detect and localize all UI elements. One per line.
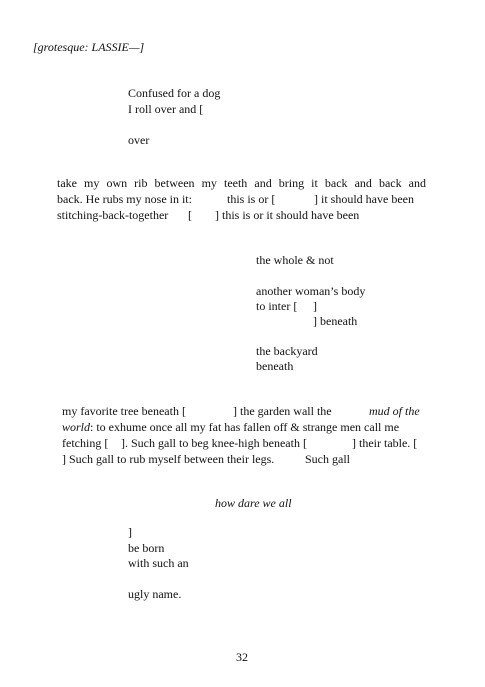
prose-1-line-2a: back. He rubs my nose in it: — [57, 192, 192, 206]
prose-2-line-1c: mud of the — [369, 404, 420, 418]
stanza-2-line-3: to inter [ — [256, 299, 298, 313]
stanza-3-line-3: with such an — [128, 556, 189, 570]
stanza-1-line-1: Confused for a dog — [128, 86, 221, 100]
prose-2-line-1b: ] the garden wall the — [233, 404, 332, 418]
prose-2-line-2-italic: world — [62, 420, 91, 434]
prose-1-line-2b: this is or [ — [227, 192, 276, 206]
stanza-2-line-5: the backyard — [256, 344, 318, 358]
stanza-2-line-1: the whole & not — [256, 253, 334, 267]
stanza-3-line-1: ] — [128, 525, 132, 539]
prose-1-line-3b: [ — [188, 208, 192, 222]
prose-2-line-2-rest: : to exhume once all my fat has fallen off & strange men call me — [90, 420, 400, 434]
page-number: 32 — [236, 650, 248, 664]
prose-1-line-3a: stitching-back-together — [57, 208, 169, 222]
prose-2-line-4a: ] Such gall to rub myself between their legs. — [62, 452, 275, 466]
stanza-2-line-2: another woman’s body — [256, 284, 366, 298]
prose-2-line-2 — [62, 419, 399, 435]
prose-2-line-3a: fetching [ — [62, 436, 109, 450]
prose-1-line-3c: ] this is or it should have been — [215, 208, 360, 222]
stanza-2-line-3-bracket: ] — [313, 299, 317, 313]
stanza-2-line-4: ] beneath — [313, 314, 358, 328]
prose-1-line-1: take my own rib between my teeth and bring it back and back and — [57, 176, 426, 190]
stanza-2-line-6: beneath — [256, 359, 294, 373]
prose-1-line-2c: ] it should have been — [314, 192, 414, 206]
centered-italic-line: how dare we all — [215, 496, 292, 510]
prose-2-line-1a: my favorite tree beneath [ — [62, 404, 186, 418]
stanza-3-line-4: ugly name. — [128, 587, 182, 601]
stanza-1-line-3: over — [128, 133, 150, 147]
prose-2-line-3b: ]. Such gall to beg knee-high beneath [ — [121, 436, 307, 450]
poem-title: [grotesque: LASSIE—] — [33, 40, 145, 54]
stanza-1-line-2: I roll over and [ — [128, 102, 204, 116]
prose-paragraph-1 — [57, 175, 426, 191]
stanza-3-line-2: be born — [128, 541, 165, 555]
prose-2-line-3c: ] their table. [ — [352, 436, 418, 450]
prose-2-line-4b: Such gall — [305, 452, 350, 466]
